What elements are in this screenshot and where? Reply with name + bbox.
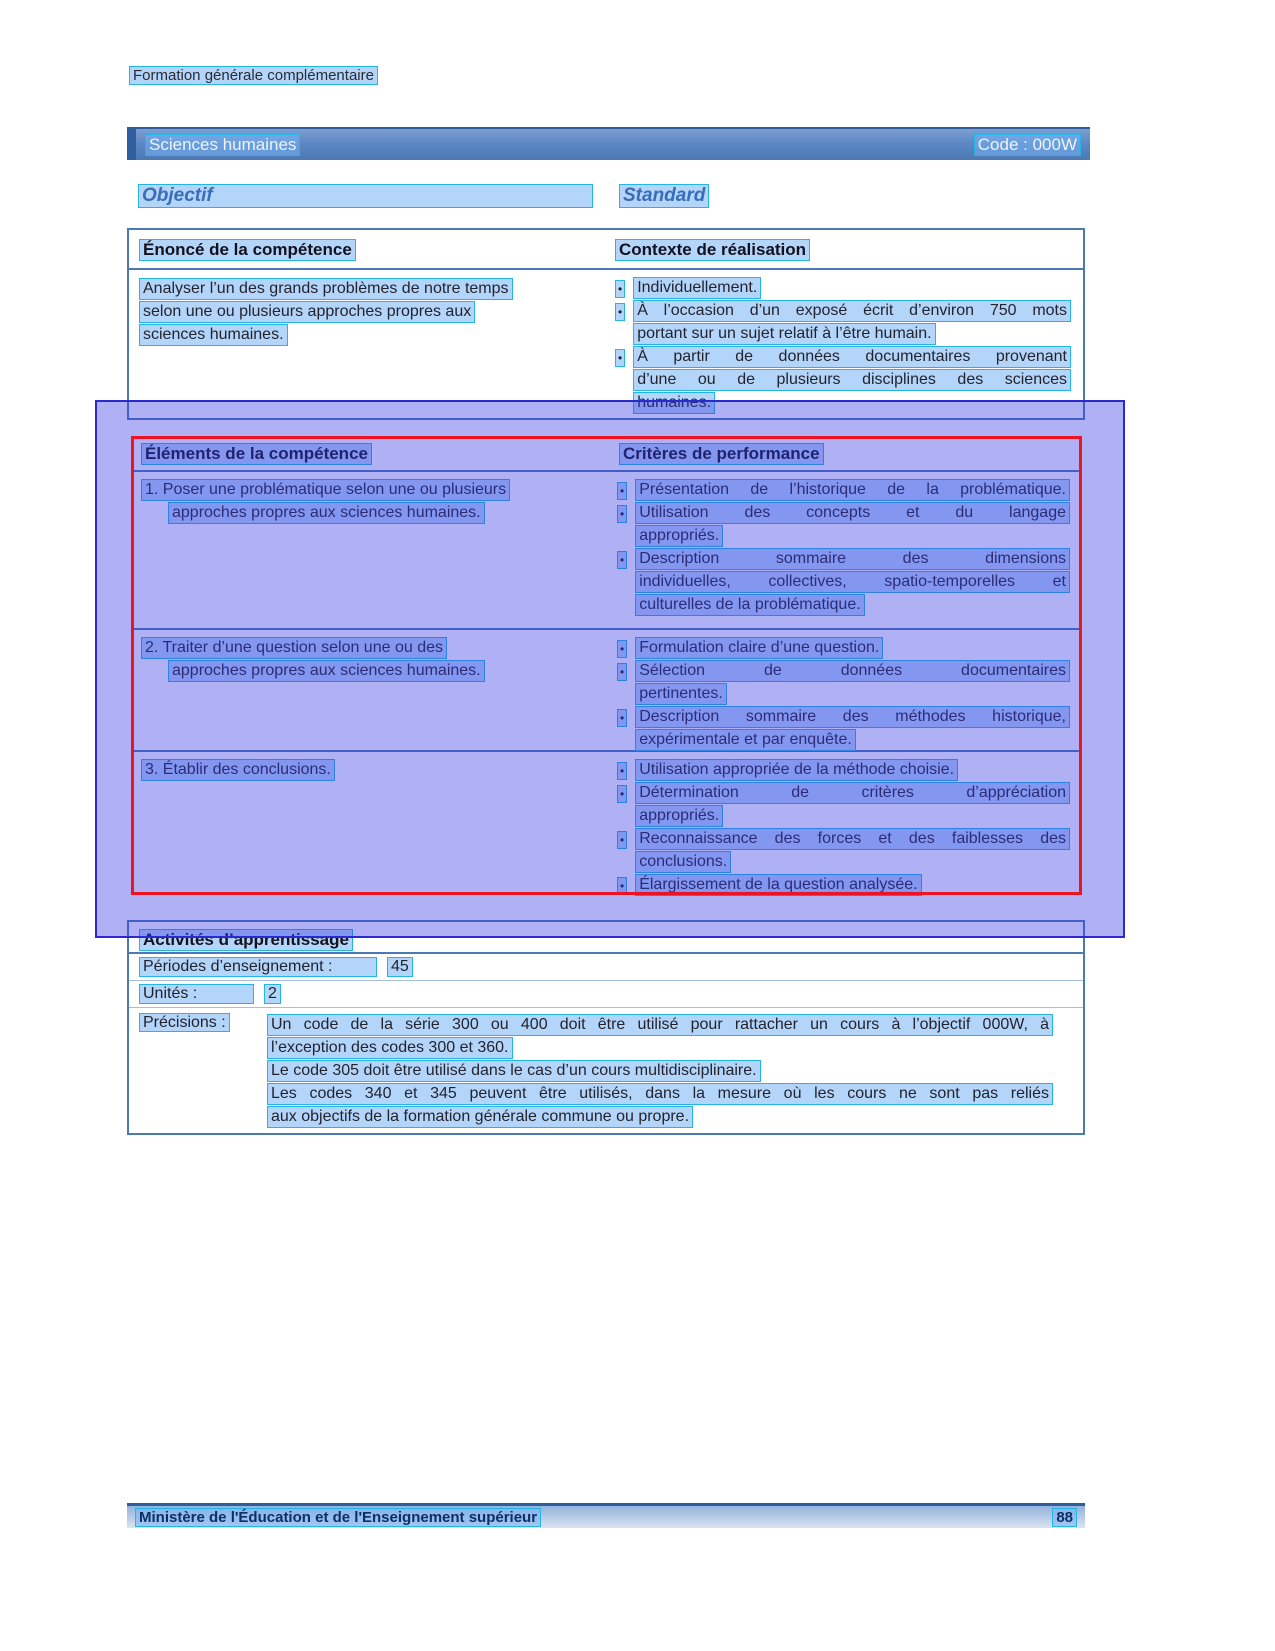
text-line: approches propres aux sciences humaines.	[168, 660, 485, 682]
bullet-item	[617, 502, 1070, 548]
contexte-header-cell	[607, 239, 1083, 268]
bullet-text	[635, 660, 1070, 706]
text-line: Individuellement.	[633, 277, 761, 299]
text-line: appropriés.	[635, 525, 723, 547]
precisions-label: Précisions :	[139, 1013, 230, 1032]
precisions-label-cell	[139, 1014, 267, 1129]
text-line: Analyser l’un des grands problèmes de notre temps	[139, 278, 513, 300]
element-text	[131, 630, 611, 759]
text-line: Utilisation appropriée de la méthode choisie.	[635, 759, 958, 781]
bullet-icon: •	[615, 280, 625, 298]
text-line: selon une ou plusieurs approches propres aux	[139, 301, 475, 323]
enonce-text	[129, 270, 607, 422]
bullet-text	[633, 300, 1071, 346]
objectif-heading: Objectif	[138, 184, 593, 208]
elements-table-header	[131, 436, 1082, 472]
element-text	[131, 472, 611, 628]
activites-header-label: Activités d’apprentissage	[139, 929, 353, 951]
objectif-standard-row	[127, 184, 1085, 214]
periodes-value: 45	[387, 957, 413, 977]
text-line: Description sommaire des dimensions	[635, 548, 1070, 570]
bullet-item	[617, 706, 1070, 752]
text-line: Présentation de l’historique de la problématique.	[635, 479, 1070, 501]
bullet-text	[635, 479, 1070, 502]
text-line: 1. Poser une problématique selon une ou plusieurs	[141, 479, 510, 501]
enonce-table	[127, 228, 1085, 420]
text-line: appropriés.	[635, 805, 723, 827]
precisions-row	[129, 1008, 1083, 1129]
text-line: Élargissement de la question analysée.	[635, 874, 921, 896]
bullet-icon: •	[617, 505, 627, 523]
header-note: Formation générale complémentaire	[129, 66, 378, 85]
text-line: sciences humaines.	[139, 324, 288, 346]
elements-header-label: Éléments de la compétence	[141, 443, 372, 465]
bullet-text	[633, 277, 1071, 300]
footer-page-number: 88	[1052, 1508, 1077, 1527]
section-title-bar	[127, 127, 1090, 160]
text-line: approches propres aux sciences humaines.	[168, 502, 485, 524]
bullet-text	[635, 637, 1070, 660]
text-line: pertinentes.	[635, 683, 727, 705]
text-line: portant sur un sujet relatif à l’être humain.	[633, 323, 935, 345]
bullet-item	[617, 660, 1070, 706]
enonce-table-body	[129, 270, 1083, 422]
text-line: Reconnaissance des forces et des faiblesses des	[635, 828, 1070, 850]
bullet-text	[635, 706, 1070, 752]
text-line: 3. Établir des conclusions.	[141, 759, 335, 781]
unites-value: 2	[264, 984, 281, 1004]
element-row	[131, 630, 1082, 752]
text-line: Un code de la série 300 ou 400 doit être utilisé pour rattacher un cours à l’objectif 000W, à	[267, 1014, 1053, 1036]
criteria-list	[611, 472, 1082, 628]
periodes-label: Périodes d’enseignement :	[139, 957, 377, 977]
text-line: Les codes 340 et 345 peuvent être utilisés, dans la mesure où les cours ne sont pas reliés	[267, 1083, 1053, 1105]
text-line: d’une ou de plusieurs disciplines des sciences	[633, 369, 1071, 391]
bullet-text	[635, 759, 1070, 782]
bullet-text	[635, 828, 1070, 874]
bullet-text	[635, 548, 1070, 617]
bullet-text	[635, 502, 1070, 548]
activites-table	[127, 920, 1085, 1135]
bullet-icon: •	[617, 785, 627, 803]
precisions-text	[267, 1014, 1053, 1129]
section-title: Sciences humaines	[145, 134, 300, 156]
bullet-icon: •	[615, 349, 625, 367]
bullet-text	[633, 346, 1071, 415]
text-line: Sélection de données documentaires	[635, 660, 1070, 682]
text-line: individuelles, collectives, spatio-temporelles et	[635, 571, 1070, 593]
bullet-item	[617, 759, 1070, 782]
text-line: conclusions.	[635, 851, 731, 873]
bullet-icon: •	[615, 303, 625, 321]
bullet-icon: •	[617, 482, 627, 500]
text-line: Description sommaire des méthodes historique,	[635, 706, 1070, 728]
bullet-item	[617, 828, 1070, 874]
bullet-item	[617, 782, 1070, 828]
text-line: Formulation claire d’une question.	[635, 637, 883, 659]
bullet-icon: •	[617, 877, 627, 895]
course-code: Code : 000W	[974, 134, 1081, 156]
criteres-header-cell	[611, 443, 1082, 470]
text-line: 2. Traiter d’une question selon une ou des	[141, 637, 447, 659]
enonce-header-label: Énoncé de la compétence	[139, 239, 356, 261]
contexte-header-label: Contexte de réalisation	[615, 239, 810, 261]
bullet-icon: •	[617, 709, 627, 727]
activites-header	[129, 922, 1083, 954]
bullet-item	[617, 479, 1070, 502]
bullet-item	[617, 874, 1070, 897]
bullet-text	[635, 874, 1070, 897]
bullet-icon: •	[617, 831, 627, 849]
bullet-item	[615, 300, 1071, 346]
criteria-list	[611, 752, 1082, 904]
element-row	[131, 752, 1082, 895]
criteres-header-label: Critères de performance	[619, 443, 824, 465]
bullet-item	[617, 637, 1070, 660]
elements-header-cell	[131, 443, 611, 470]
bullet-text	[635, 782, 1070, 828]
enonce-table-header	[129, 230, 1083, 270]
unites-label: Unités :	[139, 984, 254, 1004]
bullet-icon: •	[617, 640, 627, 658]
periodes-row	[129, 954, 1083, 981]
enonce-header-cell	[129, 239, 607, 268]
text-line: Détermination de critères d’appréciation	[635, 782, 1070, 804]
criteria-list	[611, 630, 1082, 759]
standard-heading: Standard	[619, 184, 709, 208]
text-line: À l’occasion d’un exposé écrit d’environ 750 mots	[633, 300, 1071, 322]
elements-table	[131, 436, 1082, 895]
bullet-icon: •	[617, 551, 627, 569]
text-line: expérimentale et par enquête.	[635, 729, 856, 751]
element-text	[131, 752, 611, 904]
bullet-item	[617, 548, 1070, 617]
bullet-item	[615, 346, 1071, 415]
element-row	[131, 472, 1082, 630]
bullet-icon: •	[617, 762, 627, 780]
text-line: culturelles de la problématique.	[635, 594, 864, 616]
text-line: l’exception des codes 300 et 360.	[267, 1037, 513, 1059]
text-line: Utilisation des concepts et du langage	[635, 502, 1070, 524]
text-line: humaines.	[633, 392, 715, 414]
text-line: Le code 305 doit être utilisé dans le cas d’un cours multidisciplinaire.	[267, 1060, 761, 1082]
footer-ministry: Ministère de l'Éducation et de l'Enseignement supérieur	[135, 1508, 541, 1527]
contexte-bullet-list	[607, 270, 1083, 422]
text-line: aux objectifs de la formation générale commune ou propre.	[267, 1106, 693, 1128]
unites-row	[129, 981, 1083, 1008]
text-line: À partir de données documentaires provenant	[633, 346, 1071, 368]
bullet-item	[615, 277, 1071, 300]
bullet-icon: •	[617, 663, 627, 681]
footer-bar	[127, 1503, 1085, 1528]
